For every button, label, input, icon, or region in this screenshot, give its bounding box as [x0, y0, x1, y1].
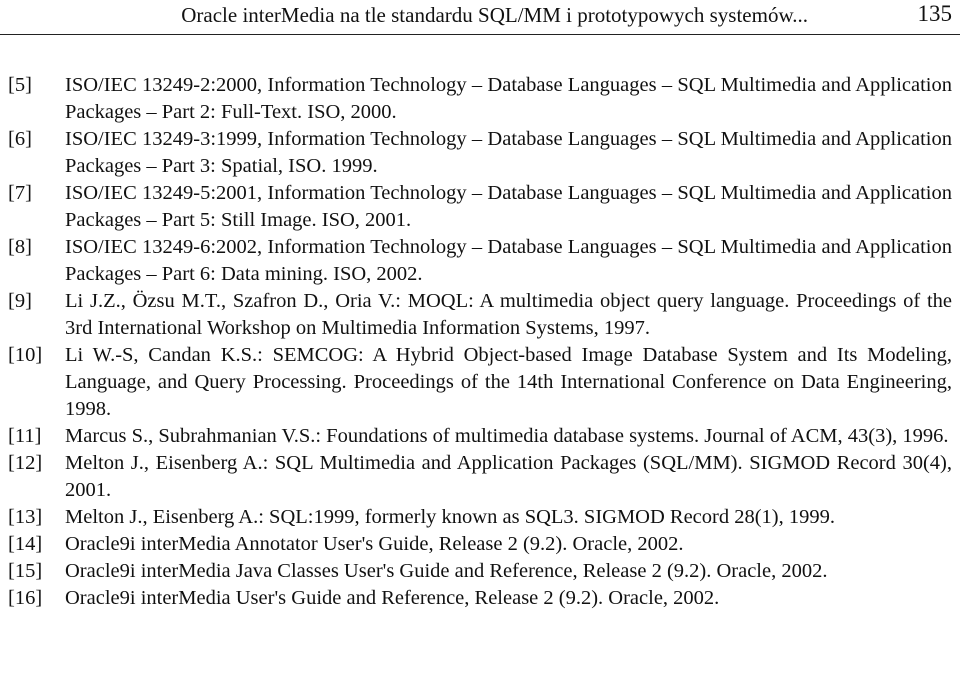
reference-number: [11] — [8, 425, 42, 447]
reference-item — [8, 423, 952, 450]
reference-item — [8, 288, 952, 342]
reference-number: [16] — [8, 587, 43, 609]
header-title: Oracle interMedia na tle standardu SQL/MM i prototypowych systemów... — [181, 3, 808, 27]
reference-item — [8, 531, 952, 558]
reference-number: [6] — [8, 128, 32, 150]
running-header — [0, 0, 960, 35]
reference-number: [13] — [8, 506, 43, 528]
reference-text: Oracle9i interMedia Annotator User's Guide, Release 2 (9.2). Oracle, 2002. — [65, 533, 684, 555]
reference-number: [5] — [8, 74, 32, 96]
reference-text: Melton J., Eisenberg A.: SQL:1999, formerly known as SQL3. SIGMOD Record 28(1), 1999. — [65, 506, 836, 528]
reference-number: [9] — [8, 290, 32, 312]
reference-number: [10] — [8, 344, 43, 366]
reference-text: Li W.-S, Candan K.S.: SEMCOG: A Hybrid Object-based Image Database System and Its Modeling, Language, and Query Processing. Proceedings of the 14th International Conference on Data Engineering, 1998. — [65, 344, 952, 420]
reference-text: Oracle9i interMedia User's Guide and Reference, Release 2 (9.2). Oracle, 2002. — [65, 587, 720, 609]
reference-number: [7] — [8, 182, 32, 204]
reference-list — [8, 72, 952, 612]
reference-text: ISO/IEC 13249-6:2002, Information Technology – Database Languages – SQL Multimedia and Application Packages – Part 6: Data mining. ISO, 2002. — [65, 236, 952, 285]
reference-item — [8, 234, 952, 288]
reference-item — [8, 342, 952, 423]
reference-number: [14] — [8, 533, 43, 555]
reference-number: [12] — [8, 452, 43, 474]
reference-item — [8, 558, 952, 585]
reference-item — [8, 180, 952, 234]
reference-text: Oracle9i interMedia Java Classes User's Guide and Reference, Release 2 (9.2). Oracle, 2002. — [65, 560, 828, 582]
reference-item — [8, 126, 952, 180]
reference-item — [8, 504, 952, 531]
reference-number: [8] — [8, 236, 32, 258]
reference-text: Marcus S., Subrahmanian V.S.: Foundations of multimedia database systems. Journal of ACM, 43(3), 1996. — [65, 425, 949, 447]
reference-item — [8, 585, 952, 612]
reference-item — [8, 450, 952, 504]
reference-text: Li J.Z., Özsu M.T., Szafron D., Oria V.: MOQL: A multimedia object query language. Proceedings of the 3rd International Workshop on Multimedia Information Systems, 1997. — [65, 290, 952, 339]
reference-item — [8, 72, 952, 126]
reference-number: [15] — [8, 560, 43, 582]
page-number: 135 — [917, 1, 952, 26]
reference-text: ISO/IEC 13249-3:1999, Information Technology – Database Languages – SQL Multimedia and Application Packages – Part 3: Spatial, ISO. 1999. — [65, 128, 952, 177]
reference-text: Melton J., Eisenberg A.: SQL Multimedia and Application Packages (SQL/MM). SIGMOD Record 30(4), 2001. — [65, 452, 952, 501]
reference-text: ISO/IEC 13249-2:2000, Information Technology – Database Languages – SQL Multimedia and Application Packages – Part 2: Full-Text. ISO, 2000. — [65, 74, 952, 123]
reference-text: ISO/IEC 13249-5:2001, Information Technology – Database Languages – SQL Multimedia and Application Packages – Part 5: Still Image. ISO, 2001. — [65, 182, 952, 231]
